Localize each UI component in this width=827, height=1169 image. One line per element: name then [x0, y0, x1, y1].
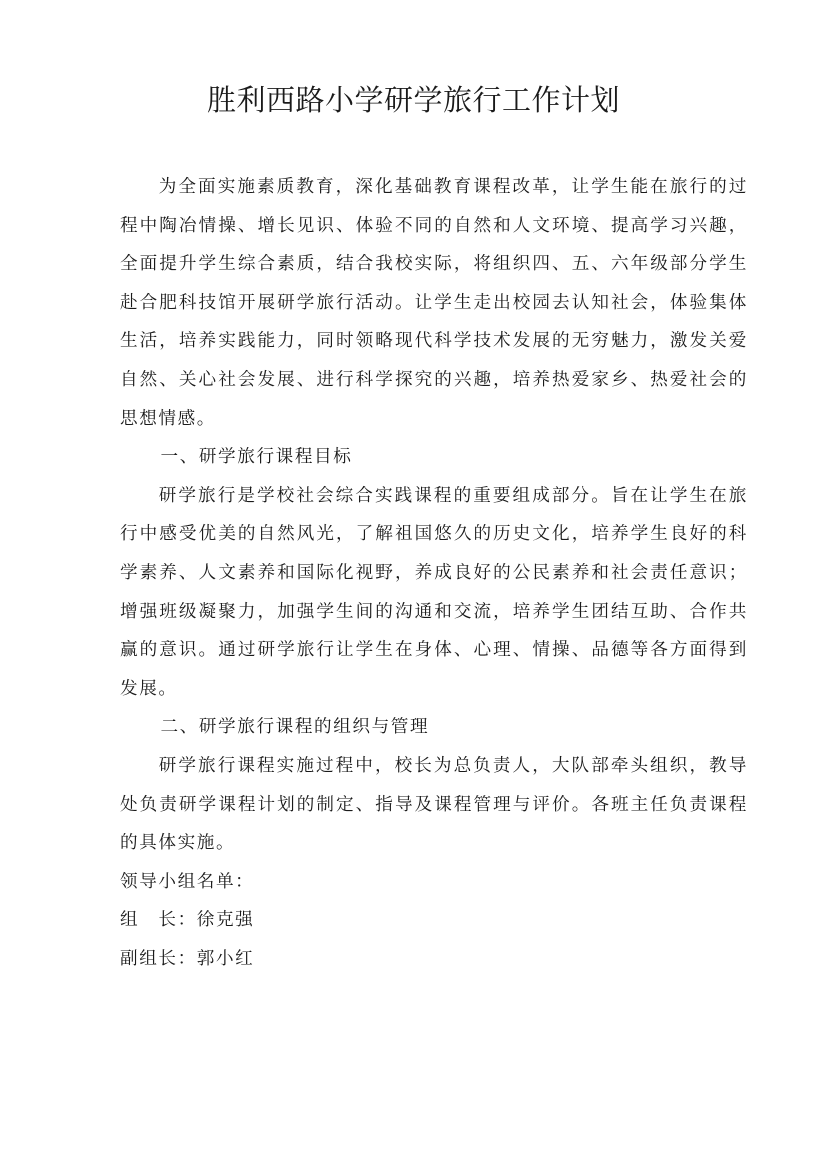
document-body	[120, 168, 748, 978]
section-1-heading: 一、研学旅行课程目标	[160, 447, 353, 468]
deputy-leader-entry: 副组长：郭小红	[120, 948, 255, 969]
intro-paragraph: 为全面实施素质教育，深化基础教育课程改革，让学生能在旅行的过程中陶冶情操、增长见识、体验不同的自然和人文环境、提高学习兴趣，全面提升学生综合素质，结合我校实际，将组织四、五、六年级部分学生赴合肥科技馆开展研学旅行活动。让学生走出校园去认知社会，体验集体生活，培养实践能力，同时领略现代科学技术发展的无穷魅力，激发关爱自然、关心社会发展、进行科学探究的兴趣，培养热爱家乡、热爱社会的思想情感。	[120, 177, 748, 429]
document-title: 胜利西路小学研学旅行工作计划	[206, 83, 620, 117]
section-2-heading: 二、研学旅行课程的组织与管理	[160, 717, 430, 738]
leader-entry: 组 长：徐克强	[120, 910, 255, 931]
leadership-list-title: 领导小组名单：	[120, 871, 255, 892]
section-1-paragraph: 研学旅行是学校社会综合实践课程的重要组成部分。旨在让学生在旅行中感受优美的自然风光，了解祖国悠久的历史文化，培养学生良好的科学素养、人文素养和国际化视野，养成良好的公民素养和社会责任意识；增强班级凝聚力，加强学生间的沟通和交流，培养学生团结互助、合作共赢的意识。通过研学旅行让学生在身体、心理、情操、品德等各方面得到发展。	[120, 485, 748, 699]
section-2-paragraph: 研学旅行课程实施过程中，校长为总负责人，大队部牵头组织，教导处负责研学课程计划的制定、指导及课程管理与评价。各班主任负责课程的具体实施。	[120, 755, 748, 854]
